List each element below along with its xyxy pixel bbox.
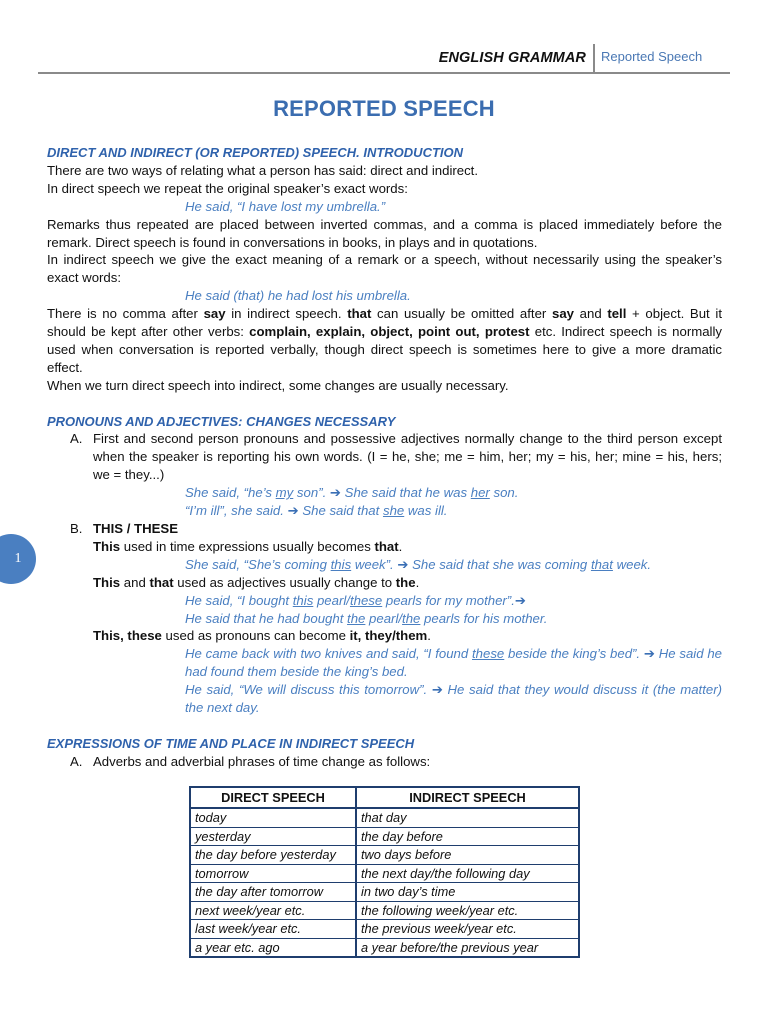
table-cell: two days before — [356, 846, 579, 865]
right-arrow-icon: ➔ — [397, 556, 409, 572]
list-item-text: Adverbs and adverbial phrases of time change as follows: — [93, 753, 431, 769]
right-arrow-icon: ➔ — [431, 682, 443, 698]
example-pronoun-2: “I’m ill”, she said. ➔ She said that she was ill. — [185, 503, 448, 519]
table-header-row — [190, 787, 579, 808]
example-this-2b: He said that he had bought the pearl/the pearls for his mother. — [185, 610, 548, 626]
header-subtitle: Reported Speech — [601, 49, 703, 64]
page-number: 1 — [14, 551, 22, 566]
example-this-1: She said, “She’s coming this week”. ➔ She said that she was coming that week. — [185, 556, 652, 572]
table-cell: the next day/the following day — [356, 864, 579, 883]
table-row — [190, 901, 579, 920]
table-cell: the day before — [356, 827, 579, 846]
intro-paragraph-5: There is no comma after say in indirect speech. that can usually be omitted after say and tell + object. But it should be kept after other verbs: complain, explain, object, point out, protest etc. Indirect speech is normally used when conversation is reported verbally, though direct speech is sometimes here to give a more dramatic effect. — [47, 306, 723, 375]
example-this-2a: He said, “I bought this pearl/these pearls for my mother”.➔ — [185, 592, 526, 608]
list-marker: B. — [70, 521, 83, 537]
table-cell: today — [190, 808, 356, 827]
this-these-rule-1: This used in time expressions usually becomes that. — [93, 538, 403, 554]
table-row — [190, 920, 579, 939]
example-this-3b: He said, “We will discuss this tomorrow”. ➔ He said that they would discuss it (the matter) the next day. — [185, 682, 722, 716]
table-cell: in two day’s time — [356, 883, 579, 902]
this-these-rule-2: This and that used as adjectives usually change to the. — [93, 574, 420, 590]
table-cell: tomorrow — [190, 864, 356, 883]
right-arrow-icon: ➔ — [287, 503, 299, 519]
example-direct: He said, “I have lost my umbrella.” — [185, 198, 386, 214]
running-header — [40, 44, 730, 74]
example-pronoun-1: She said, “he’s my son”. ➔ She said that he was her son. — [185, 485, 519, 501]
list-marker: A. — [70, 753, 83, 769]
table-cell: that day — [356, 808, 579, 827]
table-row — [190, 883, 579, 902]
column-header: DIRECT SPEECH — [190, 787, 356, 808]
table-cell: yesterday — [190, 827, 356, 846]
header-title: ENGLISH GRAMMAR — [438, 50, 586, 66]
table-cell: a year etc. ago — [190, 938, 356, 957]
right-arrow-icon: ➔ — [329, 485, 341, 501]
example-indirect: He said (that) he had lost his umbrella. — [185, 288, 411, 304]
table-row — [190, 808, 579, 827]
table-cell: the following week/year etc. — [356, 901, 579, 920]
table-row — [190, 827, 579, 846]
column-header: INDIRECT SPEECH — [356, 787, 579, 808]
table-cell: next week/year etc. — [190, 901, 356, 920]
intro-paragraph-3: Remarks thus repeated are placed between inverted commas, and a comma is placed immediately before the remark. Direct speech is found in conversations in books, in plays and in quotations. — [47, 216, 722, 250]
page-title: REPORTED SPEECH — [273, 96, 495, 121]
right-arrow-icon: ➔ — [514, 592, 526, 608]
page-number-badge — [0, 534, 36, 584]
list-marker: A. — [70, 431, 83, 447]
section-heading-intro: DIRECT AND INDIRECT (OR REPORTED) SPEECH. INTRODUCTION — [47, 145, 464, 160]
section-heading-expressions: EXPRESSIONS OF TIME AND PLACE IN INDIRECT SPEECH — [47, 735, 415, 751]
header-rule — [38, 72, 730, 74]
example-this-3a: He came back with two knives and said, “I found these beside the king’s bed”. ➔ He said he had found them beside the king’s bed. — [185, 646, 722, 680]
list-item-title: THIS / THESE — [93, 521, 178, 537]
table-cell: the day after tomorrow — [190, 883, 356, 902]
this-these-rule-3: This, these used as pronouns can become it, they/them. — [93, 628, 431, 644]
intro-paragraph-2: In direct speech we repeat the original speaker’s exact words: — [47, 180, 408, 196]
table-cell: the previous week/year etc. — [356, 920, 579, 939]
intro-paragraph-4: In indirect speech we give the exact meaning of a remark or a speech, without necessarily using the speaker’s exact words: — [47, 252, 722, 286]
table-row — [190, 938, 579, 957]
section-heading-pronouns: PRONOUNS AND ADJECTIVES: CHANGES NECESSARY — [47, 413, 396, 429]
intro-paragraph-6: When we turn direct speech into indirect, some changes are usually necessary. — [47, 377, 509, 393]
list-item-b — [70, 520, 722, 538]
table-cell: last week/year etc. — [190, 920, 356, 939]
table-cell: the day before yesterday — [190, 846, 356, 865]
table-cell: a year before/the previous year — [356, 938, 579, 957]
time-expressions-table — [189, 786, 580, 958]
intro-paragraph-1: There are two ways of relating what a person has said: direct and indirect. — [47, 162, 479, 178]
table-row — [190, 864, 579, 883]
document-body — [47, 144, 722, 771]
right-arrow-icon: ➔ — [643, 646, 655, 662]
list-item-text: First and second person pronouns and possessive adjectives normally change to the third person except when the speaker is reporting his own words. (I = he, she; me = him, her; my = his, her; mine = his, hers; we = they...) — [93, 431, 722, 483]
list-item-a — [70, 753, 722, 771]
header-separator — [593, 44, 595, 74]
table-row — [190, 846, 579, 865]
list-item-a — [70, 430, 722, 484]
